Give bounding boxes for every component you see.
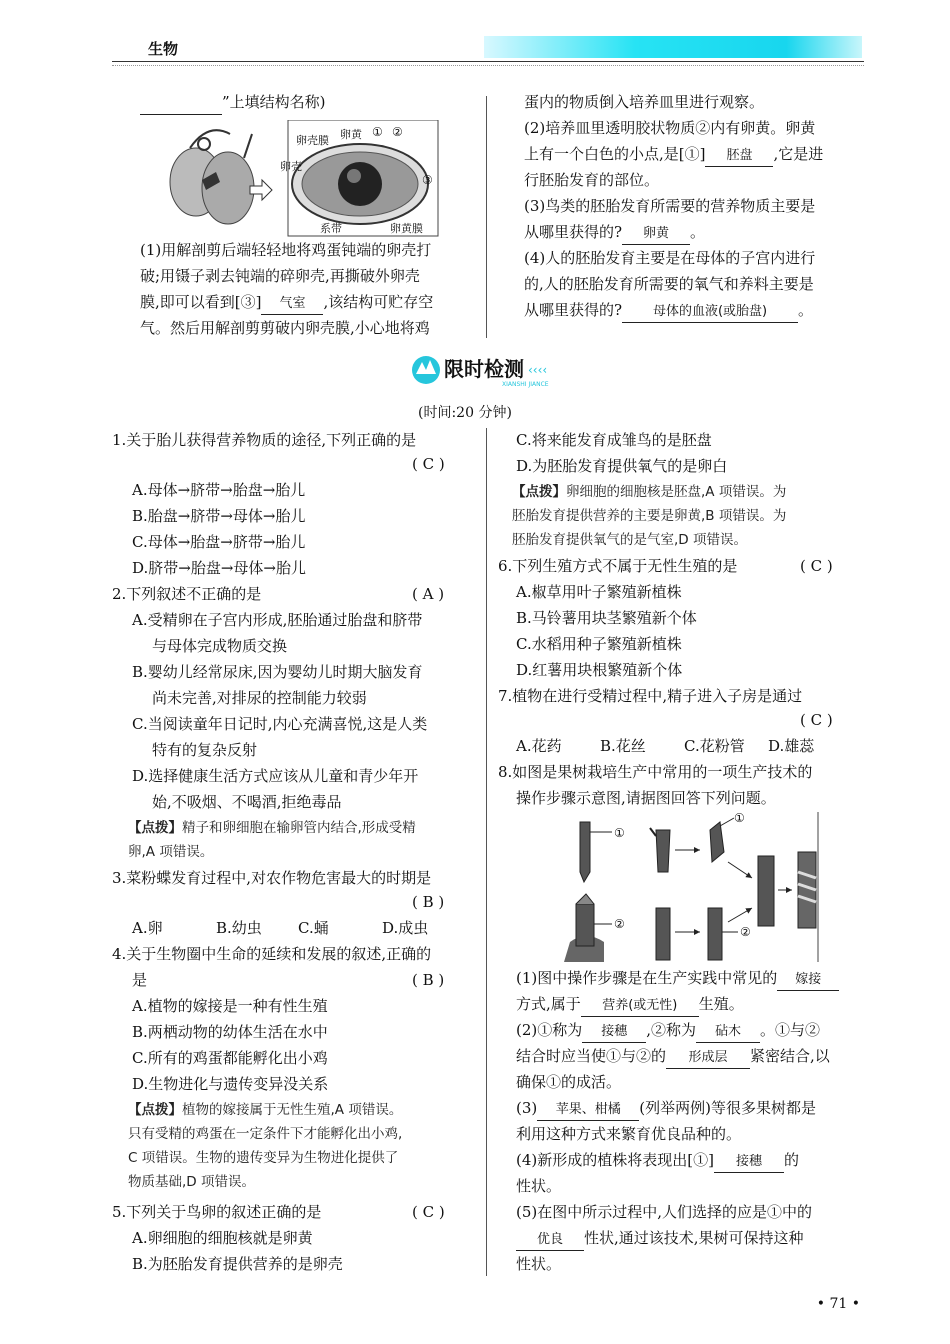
- q4-option-d: D.生物进化与遗传变异没关系: [132, 1075, 329, 1093]
- egg-dissection-figure: [160, 120, 440, 238]
- answer-scion-traits: 接穗: [714, 1152, 784, 1173]
- grafting-figure: [560, 812, 822, 964]
- q8-2-line1: (2)①称为 接穗 ,②称为 砧木 。①与②: [516, 1020, 820, 1043]
- q8-2-line2: 结合时应当使①与②的 形成层 紧密结合,以: [516, 1046, 830, 1069]
- answer-scion: 接穗: [582, 1022, 646, 1043]
- q2-option-c-cont: 特有的复杂反射: [152, 741, 258, 759]
- q1-option-c: C.母体→胎盘→脐带→胎儿: [132, 533, 306, 551]
- section-banner: [410, 352, 570, 396]
- q3-option-c: C.蛹: [298, 919, 329, 937]
- q4-stem-cont: 是: [132, 971, 148, 989]
- q2-option-c: C.当阅读童年日记时,内心充满喜悦,这是人类: [132, 715, 428, 733]
- q4-option-b: B.两栖动物的幼体生活在水中: [132, 1023, 328, 1041]
- q7-option-a: A.花药: [516, 737, 562, 755]
- answer-yolk: 卵黄: [622, 224, 690, 245]
- answer-cambium: 形成层: [666, 1048, 750, 1069]
- q4-hint: 【点拨】植物的嫁接属于无性生殖,A 项错误。: [128, 1102, 403, 1118]
- q1-option-d: D.脐带→胎盘→母体→胎儿: [132, 559, 306, 577]
- q5-hint: 【点拨】卵细胞的细胞核是胚盘,A 项错误。为: [512, 484, 787, 500]
- fig-label-stock: ②: [614, 917, 625, 931]
- header-bar: [484, 36, 862, 58]
- q6-option-d: D.红薯用块根繁殖新个体: [516, 661, 683, 679]
- q7-option-b: B.花丝: [600, 737, 646, 755]
- q4-hint-2: 只有受精的鸡蛋在一定条件下才能孵化出小鸡,: [128, 1126, 403, 1142]
- q7-option-c: C.花粉管: [684, 737, 745, 755]
- q5-stem: 5.下列关于鸟卵的叙述正确的是: [112, 1203, 322, 1221]
- fig-label-stock-2: ②: [740, 925, 751, 939]
- q3-option-d: D.成虫: [382, 919, 429, 937]
- tr-line8: 的,人的胚胎发育所需要的氧气和养料主要是: [524, 275, 814, 293]
- q5-hint-3: 胚胎发育提供氧气的是气室,D 项错误。: [512, 532, 747, 548]
- tr-line6: 从哪里获得的? 卵黄 。: [524, 222, 705, 245]
- q2-stem: 2.下列叙述不正确的是: [112, 585, 262, 603]
- q-top1-line1: (1)用解剖剪后端轻轻地将鸡蛋钝端的卵壳打: [140, 241, 432, 259]
- q8-4-line2: 性状。: [516, 1177, 562, 1195]
- tr-line7: (4)人的胚胎发育主要是在母体的子宫内进行: [524, 249, 816, 267]
- label-shell-membrane: 卵壳膜: [296, 134, 329, 147]
- label-c1: ①: [372, 125, 383, 139]
- q5-answer: ( C ): [412, 1203, 445, 1221]
- q2-option-b: B.婴幼儿经常尿床,因为婴幼儿时期大脑发育: [132, 663, 423, 681]
- q4-answer: ( B ): [412, 971, 445, 989]
- q8-1-line1: (1)图中操作步骤是在生产实践中常见的 嫁接: [516, 968, 839, 991]
- q1-stem: 1.关于胎儿获得营养物质的途径,下列正确的是: [112, 431, 417, 449]
- q8-3-line1: (3) 苹果、柑橘 (列举两例)等很多果树都是: [516, 1098, 816, 1121]
- label-c3: ③: [422, 173, 433, 187]
- tr-line3: 上有一个白色的小点,是[①] 胚盘 ,它是进: [524, 144, 823, 167]
- q2-option-b-cont: 尚未完善,对排尿的控制能力较弱: [152, 689, 367, 707]
- column-divider-main: [486, 428, 487, 1276]
- tr-line2: (2)培养皿里透明胶状物质②内有卵黄。卵黄: [524, 119, 816, 137]
- fill-instruction: ”上填结构名称): [140, 92, 326, 115]
- subject-title: 生物: [148, 40, 179, 58]
- label-chalaza: 系带: [320, 222, 342, 235]
- q6-option-b: B.马铃薯用块茎繁殖新个体: [516, 609, 697, 627]
- column-divider-top: [486, 96, 487, 338]
- q4-option-c: C.所有的鸡蛋都能孵化出小鸡: [132, 1049, 328, 1067]
- q7-stem: 7.植物在进行受精过程中,精子进入子房是通过: [498, 687, 803, 705]
- q8-5-line2: 优良 性状,通过该技术,果树可保持这种: [516, 1228, 804, 1251]
- q8-stem-cont: 操作步骤示意图,请据图回答下列问题。: [516, 789, 776, 807]
- q2-option-d-cont: 始,不吸烟、不喝酒,拒绝毒品: [152, 793, 342, 811]
- q3-answer: ( B ): [412, 893, 445, 911]
- label-yolk: 卵黄: [340, 128, 362, 141]
- label-c2: ②: [392, 125, 403, 139]
- answer-maternal-blood: 母体的血液(或胎盘): [622, 302, 798, 323]
- header-rule: [112, 61, 864, 62]
- answer-stock: 砧木: [696, 1022, 760, 1043]
- q-top1-line4: 气。然后用解剖剪剪破内卵壳膜,小心地将鸡: [140, 319, 430, 337]
- q2-option-a-cont: 与母体完成物质交换: [152, 637, 288, 655]
- q8-2-line3: 确保①的成活。: [516, 1073, 622, 1091]
- fig-label-scion-2: ①: [734, 812, 745, 825]
- q2-answer: ( A ): [412, 585, 445, 603]
- tr-line4: 行胚胎发育的部位。: [524, 171, 660, 189]
- q1-option-b: B.胎盘→脐带→母体→胎儿: [132, 507, 306, 525]
- q3-stem: 3.菜粉蝶发育过程中,对农作物危害最大的时期是: [112, 869, 432, 887]
- q8-3-line2: 利用这种方式来繁育优良品种的。: [516, 1125, 742, 1143]
- q8-5-line1: (5)在图中所示过程中,人们选择的应是①中的: [516, 1203, 813, 1221]
- label-shell: 卵壳: [280, 160, 302, 173]
- q7-answer: ( C ): [800, 711, 833, 729]
- q5-option-c: C.将来能发育成雏鸟的是胚盘: [516, 431, 712, 449]
- q6-option-c: C.水稻用种子繁殖新植株: [516, 635, 682, 653]
- header-rule-dotted: [112, 65, 864, 66]
- q2-option-d: D.选择健康生活方式应该从儿童和青少年开: [132, 767, 419, 785]
- q4-hint-4: 物质基础,D 项错误。: [128, 1174, 255, 1190]
- q2-hint: 【点拨】精子和卵细胞在输卵管内结合,形成受精: [128, 820, 416, 836]
- tr-line9: 从哪里获得的? 母体的血液(或胎盘) 。: [524, 300, 813, 323]
- q5-hint-2: 胚胎发育提供营养的主要是卵黄,B 项错误。为: [512, 508, 787, 524]
- q6-stem: 6.下列生殖方式不属于无性生殖的是: [498, 557, 738, 575]
- answer-grafting: 嫁接: [777, 970, 839, 991]
- q1-answer: ( C ): [412, 455, 445, 473]
- q7-option-d: D.雄蕊: [768, 737, 815, 755]
- q3-option-a: A.卵: [132, 919, 163, 937]
- q4-stem: 4.关于生物圈中生命的延续和发展的叙述,正确的: [112, 945, 432, 963]
- q-top1-line2: 破;用镊子剥去钝端的碎卵壳,再撕破外卵壳: [140, 267, 420, 285]
- answer-superior: 优良: [516, 1230, 584, 1251]
- q6-option-a: A.椒草用叶子繁殖新植株: [516, 583, 682, 601]
- q8-5-line3: 性状。: [516, 1255, 562, 1273]
- answer-examples: 苹果、柑橘: [537, 1100, 639, 1121]
- q2-hint-cont: 卵,A 项错误。: [128, 844, 214, 860]
- q3-option-b: B.幼虫: [216, 919, 262, 937]
- fig-label-scion: ①: [614, 826, 625, 840]
- q4-hint-3: C 项错误。生物的遗传变异为生物进化提供了: [128, 1150, 399, 1166]
- tr-line5: (3)鸟类的胚胎发育所需要的营养物质主要是: [524, 197, 816, 215]
- q5-option-b: B.为胚胎发育提供营养的是卵壳: [132, 1255, 343, 1273]
- svg-text:‹‹‹‹: ‹‹‹‹: [528, 363, 548, 377]
- q5-option-d: D.为胚胎发育提供氧气的是卵白: [516, 457, 728, 475]
- answer-air-chamber: 气室: [261, 294, 323, 315]
- q8-stem: 8.如图是果树栽培生产中常用的一项生产技术的: [498, 763, 813, 781]
- banner-pinyin: XIANSHI JIANCE: [502, 381, 549, 388]
- q8-4-line1: (4)新形成的植株将表现出[①] 接穗 的: [516, 1150, 799, 1173]
- label-yolk-membrane: 卵黄膜: [390, 222, 423, 235]
- q2-option-a: A.受精卵在子宫内形成,胚胎通过胎盘和脐带: [132, 611, 423, 629]
- banner-title: 限时检测: [444, 357, 524, 381]
- tr-line1: 蛋内的物质倒入培养皿里进行观察。: [524, 93, 765, 111]
- q-top1-line3: 膜,即可以看到[③] 气室 ,该结构可贮存空: [140, 292, 433, 315]
- q1-option-a: A.母体→脐带→胎盘→胎儿: [132, 481, 306, 499]
- q4-option-a: A.植物的嫁接是一种有性生殖: [132, 997, 328, 1015]
- answer-vegetative: 营养(或无性): [581, 996, 699, 1017]
- time-note: (时间:20 分钟): [418, 405, 512, 421]
- q5-option-a: A.卵细胞的细胞核就是卵黄: [132, 1229, 313, 1247]
- answer-blastodisc: 胚盘: [705, 146, 773, 167]
- page-number: • 71 •: [816, 1296, 860, 1312]
- q6-answer: ( C ): [800, 557, 833, 575]
- q8-1-line2: 方式,属于 营养(或无性) 生殖。: [516, 994, 744, 1017]
